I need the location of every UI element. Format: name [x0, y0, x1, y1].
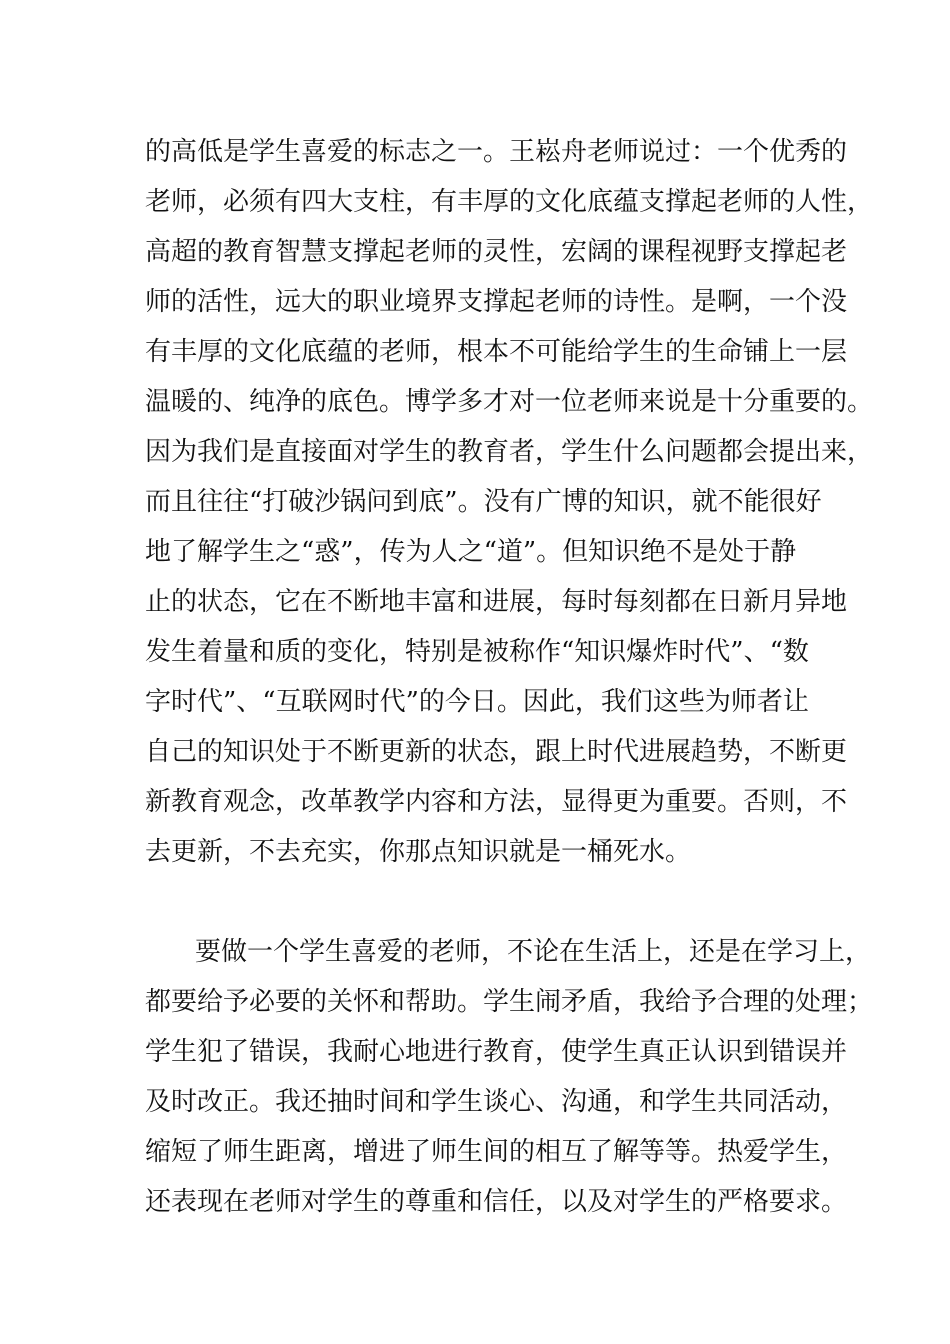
paragraph-line: 因为我们是直接面对学生的教育者，学生什么问题都会提出来， [145, 437, 874, 467]
paragraph-line: 自己的知识处于不断更新的状态，跟上时代进展趋势，不断更 [145, 737, 848, 767]
paragraph-line: 还表现在老师对学生的尊重和信任，以及对学生的严格要求。 [145, 1187, 848, 1217]
paragraph-line: 地了解学生之“惑”，传为人之“道”。但知识绝不是处于静 [145, 537, 797, 567]
paragraph-line: 的高低是学生喜爱的标志之一。王崧舟老师说过：一个优秀的 [145, 137, 848, 167]
paragraph-line: 高超的教育智慧支撑起老师的灵性，宏阔的课程视野支撑起老 [145, 237, 848, 267]
paragraph-line: 老师，必须有四大支柱，有丰厚的文化底蕴支撑起老师的人性， [145, 187, 874, 217]
paragraph-line: 有丰厚的文化底蕴的老师，根本不可能给学生的生命铺上一层 [145, 337, 848, 367]
paragraph-line: 止的状态，它在不断地丰富和进展，每时每刻都在日新月异地 [145, 587, 848, 617]
paragraph-line: 而且往往“打破沙锅问到底”。没有广博的知识，就不能很好 [145, 487, 822, 517]
paragraph-line: 缩短了师生距离，增进了师生间的相互了解等等。热爱学生， [145, 1137, 848, 1167]
paragraph-line: 温暖的、纯净的底色。博学多才对一位老师来说是十分重要的。 [145, 387, 874, 417]
paragraph-line: 都要给予必要的关怀和帮助。学生闹矛盾，我给予合理的处理； [145, 987, 874, 1017]
paragraph-line: 去更新，不去充实，你那点知识就是一桶死水。 [145, 837, 692, 867]
paragraph-line: 及时改正。我还抽时间和学生谈心、沟通，和学生共同活动， [145, 1087, 848, 1117]
paragraph-line: 学生犯了错误，我耐心地进行教育，使学生真正认识到错误并 [145, 1037, 848, 1067]
paragraph-line: 新教育观念，改革教学内容和方法，显得更为重要。否则，不 [145, 787, 848, 817]
paragraph-line: 要做一个学生喜爱的老师，不论在生活上，还是在学习上， [195, 937, 872, 967]
paragraph-line: 发生着量和质的变化，特别是被称作“知识爆炸时代”、“数 [145, 637, 809, 667]
paragraph-line: 师的活性，远大的职业境界支撑起老师的诗性。是啊，一个没 [145, 287, 848, 317]
paragraph-line: 字时代”、“互联网时代”的今日。因此，我们这些为师者让 [145, 687, 809, 717]
